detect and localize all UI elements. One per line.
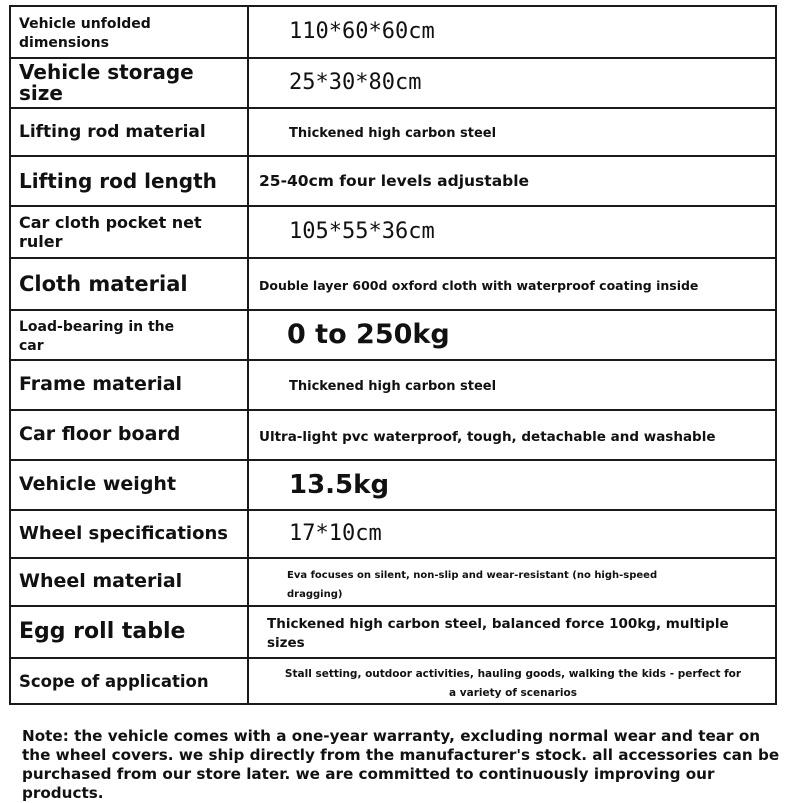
spec-label-cell	[10, 658, 248, 704]
spec-value: Thickened high carbon steel	[289, 126, 497, 142]
spec-value-cell	[248, 108, 776, 156]
table-row	[10, 360, 776, 410]
spec-value-cell	[248, 6, 776, 58]
spec-label: Car cloth pocket net ruler	[19, 213, 202, 251]
spec-value: 13.5kg	[289, 469, 390, 500]
spec-label: Vehicle unfolded dimensions	[19, 16, 151, 51]
spec-label-cell	[10, 558, 248, 606]
spec-label: Egg roll table	[19, 619, 186, 645]
spec-value: 25*30*80cm	[289, 69, 422, 95]
spec-value: Thickened high carbon steel, balanced force 100kg, multiple sizes	[267, 616, 729, 651]
spec-label: Lifting rod length	[19, 168, 217, 193]
table-row	[10, 658, 776, 704]
spec-value-cell	[248, 460, 776, 510]
spec-value: Eva focuses on silent, non-slip and wear-resistant (no high-speed dragging)	[287, 570, 658, 600]
spec-label-cell	[10, 258, 248, 310]
spec-label-cell	[10, 108, 248, 156]
spec-label-cell	[10, 310, 248, 360]
table-row	[10, 58, 776, 108]
table-row	[10, 258, 776, 310]
table-row	[10, 460, 776, 510]
spec-label-cell	[10, 606, 248, 658]
spec-label-cell	[10, 156, 248, 206]
spec-label: Frame material	[19, 373, 183, 396]
spec-label: Wheel material	[19, 570, 183, 593]
spec-value: 25-40cm four levels adjustable	[259, 172, 530, 191]
spec-label-cell	[10, 360, 248, 410]
spec-label: Vehicle weight	[19, 473, 177, 496]
spec-label: Load-bearing in the car	[19, 319, 175, 354]
spec-label-cell	[10, 206, 248, 258]
spec-value-cell	[248, 410, 776, 460]
table-row	[10, 310, 776, 360]
spec-value-cell	[248, 206, 776, 258]
spec-value-cell	[248, 658, 776, 704]
specifications-table	[9, 5, 777, 705]
spec-value-cell	[248, 58, 776, 108]
spec-value: 110*60*60cm	[289, 18, 435, 44]
table-row	[10, 156, 776, 206]
spec-value: 105*55*36cm	[289, 218, 435, 244]
spec-value-cell	[248, 156, 776, 206]
spec-value: Ultra-light pvc waterproof, tough, detachable and washable	[259, 428, 716, 445]
spec-label: Lifting rod material	[19, 122, 206, 143]
table-row	[10, 558, 776, 606]
spec-label: Cloth material	[19, 271, 188, 296]
spec-label: Vehicle storage size	[19, 60, 194, 105]
warranty-note: Note: the vehicle comes with a one-year warranty, excluding normal wear and tear on the wheel covers. we ship directly from the manufacturer's stock. all accessories can be purchased from our store later. we are committed to continuously improving our products.	[22, 727, 780, 802]
table-row	[10, 6, 776, 58]
spec-label-cell	[10, 410, 248, 460]
table-row	[10, 606, 776, 658]
spec-value: Thickened high carbon steel	[289, 379, 497, 395]
spec-value-cell	[248, 310, 776, 360]
spec-value: 0 to 250kg	[287, 319, 450, 351]
spec-label: Car floor board	[19, 423, 181, 446]
spec-label-cell	[10, 58, 248, 108]
spec-label: Scope of application	[19, 671, 209, 691]
table-row	[10, 108, 776, 156]
spec-value-cell	[248, 606, 776, 658]
spec-value: Double layer 600d oxford cloth with waterproof coating inside	[259, 277, 699, 293]
spec-value-cell	[248, 360, 776, 410]
table-row	[10, 206, 776, 258]
spec-label-cell	[10, 460, 248, 510]
table-row	[10, 510, 776, 558]
spec-value: 17*10cm	[289, 520, 382, 546]
table-row	[10, 410, 776, 460]
spec-value-cell	[248, 258, 776, 310]
spec-label: Wheel specifications	[19, 523, 228, 545]
spec-value: Stall setting, outdoor activities, hauling goods, walking the kids - perfect for a variety of scenarios	[284, 668, 742, 699]
spec-value-cell	[248, 510, 776, 558]
spec-label-cell	[10, 510, 248, 558]
spec-label-cell	[10, 6, 248, 58]
spec-value-cell	[248, 558, 776, 606]
